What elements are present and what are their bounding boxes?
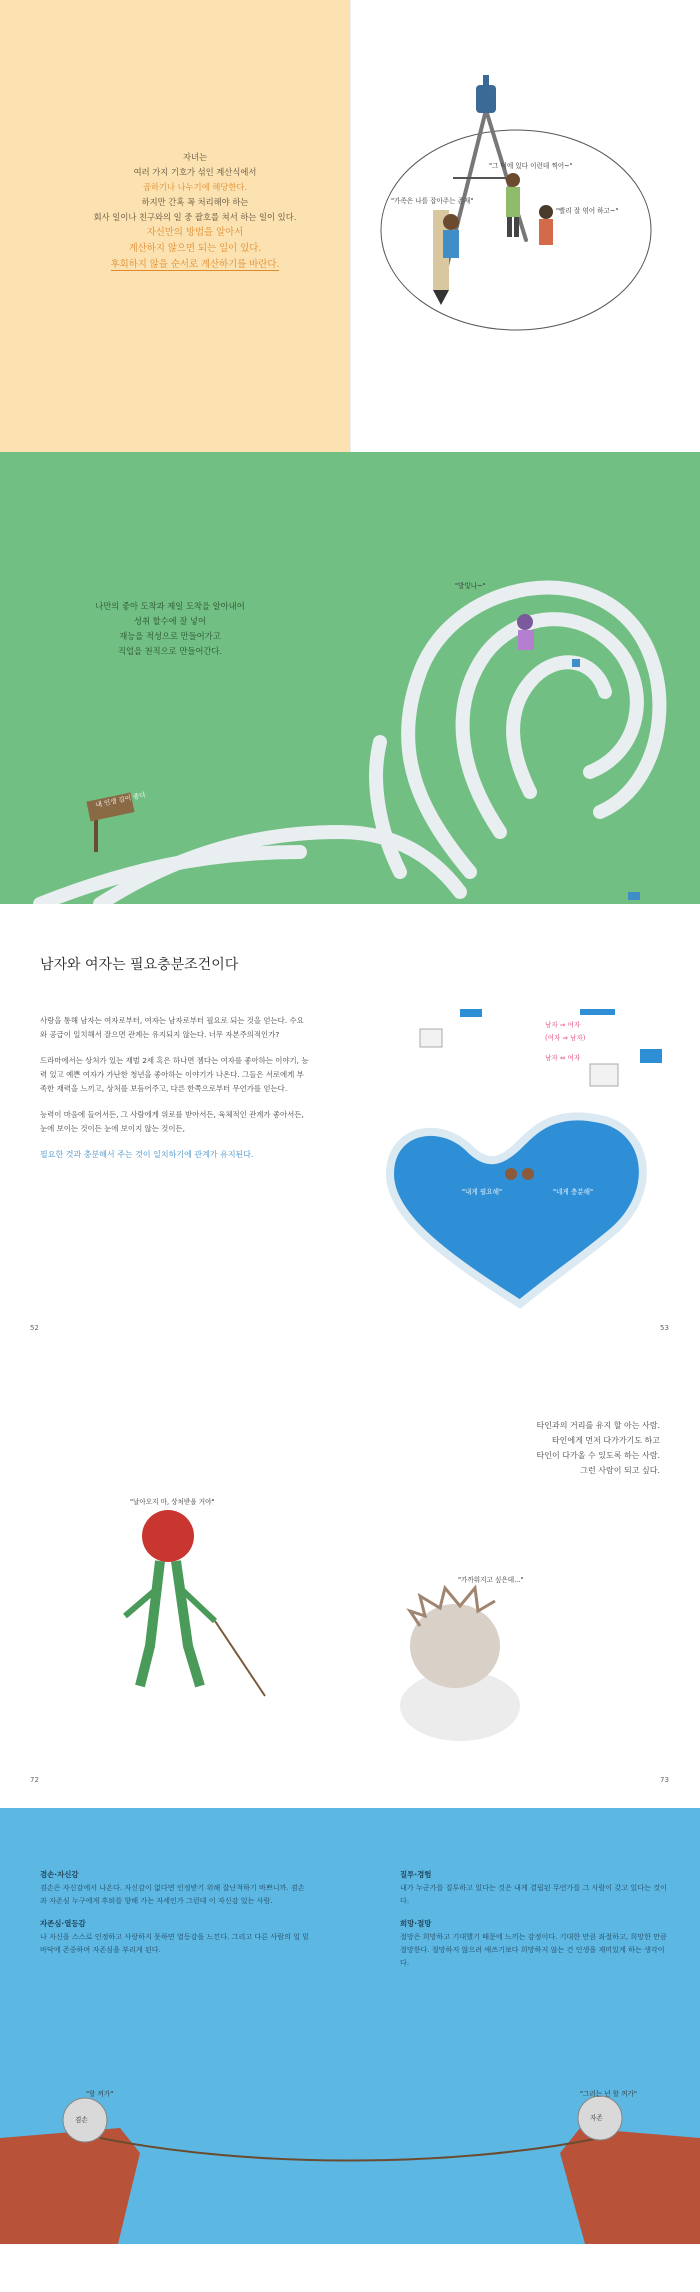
section-text: 절망은 희망하고 기대했기 때문에 느끼는 감정이다. 기대한 만큼 좌절하고, 희망한 만큼 절망한다. 절망하지 않으려 애쓰기보다 희망하지 않는 건 인생을 재미있게 하는 생각이다. bbox=[400, 1932, 667, 1967]
left-page-cream bbox=[0, 0, 350, 452]
section-text: 겸손은 자신감에서 나온다. 자신감이 없다면 인정받기 위해 잘난척하기 바쁘니까. 겸손과 자존심 누구에게 후퇴를 향해 가는 자세인가 그런데 이 자신감 있는 사람. bbox=[40, 1883, 305, 1905]
heart-pool-illustration bbox=[0, 904, 700, 1356]
bubble-right-coin: "그러는 넌 할 꺼가" bbox=[580, 2090, 637, 2098]
quote-line: 타인이 다가올 수 있도록 하는 사람. bbox=[536, 1451, 660, 1460]
page-number-left: 72 bbox=[30, 1776, 39, 1784]
quote-line: 하지만 간혹 꼭 처리해야 하는 bbox=[141, 197, 249, 207]
spread-maze bbox=[0, 452, 700, 904]
label-mutual: 남자 ⇔ 여자 bbox=[545, 1054, 581, 1062]
coin-label-pride: 자존 bbox=[590, 2114, 603, 2122]
page-number-right: 73 bbox=[660, 1776, 669, 1784]
cliff-tug-illustration bbox=[0, 1808, 700, 2244]
section-text: 나 자신을 스스로 인정하고 사랑하지 못하면 열등감을 느낀다. 그리고 다른 사람의 일 밑바닥에 존중하며 자존심을 부리게 된다. bbox=[40, 1932, 310, 1954]
quote-line: 회사 일이나 친구와의 일 중 괄호를 쳐서 하는 일이 있다. bbox=[93, 212, 297, 222]
bubble-rose: "날아오지 마, 상처받을 거야" bbox=[130, 1498, 215, 1506]
body-emphasis: 필요한 것과 충분해서 주는 것이 일치하기에 관계가 유지된다. bbox=[40, 1150, 254, 1159]
maze-head-illustration bbox=[0, 452, 700, 904]
spread-distance bbox=[0, 1356, 700, 1808]
quote-line: 성취 할수에 잘 넣어 bbox=[133, 616, 207, 626]
quote-line: 직업을 천직으로 만들어간다. bbox=[117, 646, 223, 656]
body-paragraph: 능력이 마음에 들어서든, 그 사람에게 위로를 받아서든, 육체적인 관계가 좋아서든, 눈에 보이는 것이든 눈에 보이지 않는 것이든, bbox=[40, 1110, 304, 1133]
rose-hedgehog-illustration bbox=[0, 1356, 700, 1808]
quote-line: 그런 사람이 되고 싶다. bbox=[580, 1466, 660, 1475]
bubble-need: "내게 필요해" bbox=[462, 1188, 503, 1196]
section-heading: 자존심·열등감 bbox=[40, 1919, 86, 1928]
quote-line-emphasis: 계산하지 않으면 되는 일이 있다. bbox=[128, 243, 262, 254]
compass-illustration bbox=[351, 0, 700, 452]
bubble-left-coin: "할 꺼가" bbox=[86, 2090, 114, 2098]
quote-line: 자녀는 bbox=[182, 152, 208, 162]
bubble-hurry: "빨리 잘 엮어 하고~" bbox=[556, 207, 619, 215]
spread-cliff bbox=[0, 1808, 700, 2244]
spread-calculation bbox=[0, 0, 700, 452]
bubble-hedgehog: "가까워지고 싶은데..." bbox=[458, 1576, 524, 1584]
quote-line-emphasis: 자신만의 방법을 알아서 bbox=[146, 227, 244, 238]
section-text: 내가 누군가를 질투하고 있다는 것은 내게 결핍된 무언가를 그 사람이 갖고 있다는 것이다. bbox=[400, 1883, 667, 1905]
bubble-stay: "그 덕에 있다 이런데 찍어~" bbox=[489, 162, 573, 170]
section-heading: 질투·경험 bbox=[400, 1870, 432, 1879]
label-man-to-woman: 남자 ⇒ 여자 bbox=[545, 1021, 581, 1029]
quote-line-emphasis: 후회하지 않을 순서로 계산하기를 바란다. bbox=[110, 259, 280, 270]
quote-line: 타인과의 거리를 유지 할 아는 사람. bbox=[536, 1421, 660, 1430]
coin-label-humility: 겸손 bbox=[75, 2116, 88, 2124]
section-heading: 겸손·자신감 bbox=[40, 1870, 79, 1879]
page-number-right: 53 bbox=[660, 1324, 669, 1332]
body-paragraph: 사랑을 통해 남자는 여자로부터, 여자는 남자로부터 필요로 되는 것을 얻는다. 수요와 공급이 일치해서 잘으면 관계는 유지되지 않는다. 너무 자본주의적인가? bbox=[40, 1016, 304, 1039]
chapter-title: 남자와 여자는 필요충분조건이다 bbox=[40, 957, 239, 973]
spread-necessary-condition bbox=[0, 904, 700, 1356]
quote-line: 나만의 좋아 도착과 제일 도착을 알아내어 bbox=[95, 601, 245, 611]
quote-line: 타인에게 먼저 다가가기도 하고 bbox=[551, 1436, 660, 1445]
quote-line: 재능을 적성으로 만들어가고 bbox=[119, 631, 221, 641]
page-number-left: 52 bbox=[30, 1324, 39, 1332]
bubble-enough: "네게 충분해" bbox=[553, 1188, 594, 1196]
signpost-text: 내 인생 길이 좋다 bbox=[94, 790, 147, 810]
body-paragraph: 드라마에서는 상처가 있는 재벌 2세 혹은 하나면 젬다는 여자를 좋아하는 이야기, 능력 있고 예쁜 여자가 가난한 청년을 좋아하는 이야기가 나온다. 그들은 서로에게 부족한 재력을 느끼고, 상처를 보듬어주고, 다른 한쪽으로부터 무언가를 얻는다. bbox=[40, 1056, 309, 1093]
label-woman-to-man: (여자 ⇒ 남자) bbox=[545, 1034, 586, 1042]
calculation-quote bbox=[80, 150, 310, 273]
quote-line-highlight: 곱하기나 나누기에 해당한다. bbox=[142, 182, 248, 192]
section-heading: 희망·절망 bbox=[400, 1919, 432, 1928]
bubble-family: "가족은 나를 잡아주는 존재" bbox=[391, 197, 474, 205]
quote-line: 여러 가지 기호가 섞인 계산식에서 bbox=[133, 167, 257, 177]
right-page-compass bbox=[350, 0, 700, 452]
bubble-shine: "발빛나~" bbox=[455, 582, 486, 590]
